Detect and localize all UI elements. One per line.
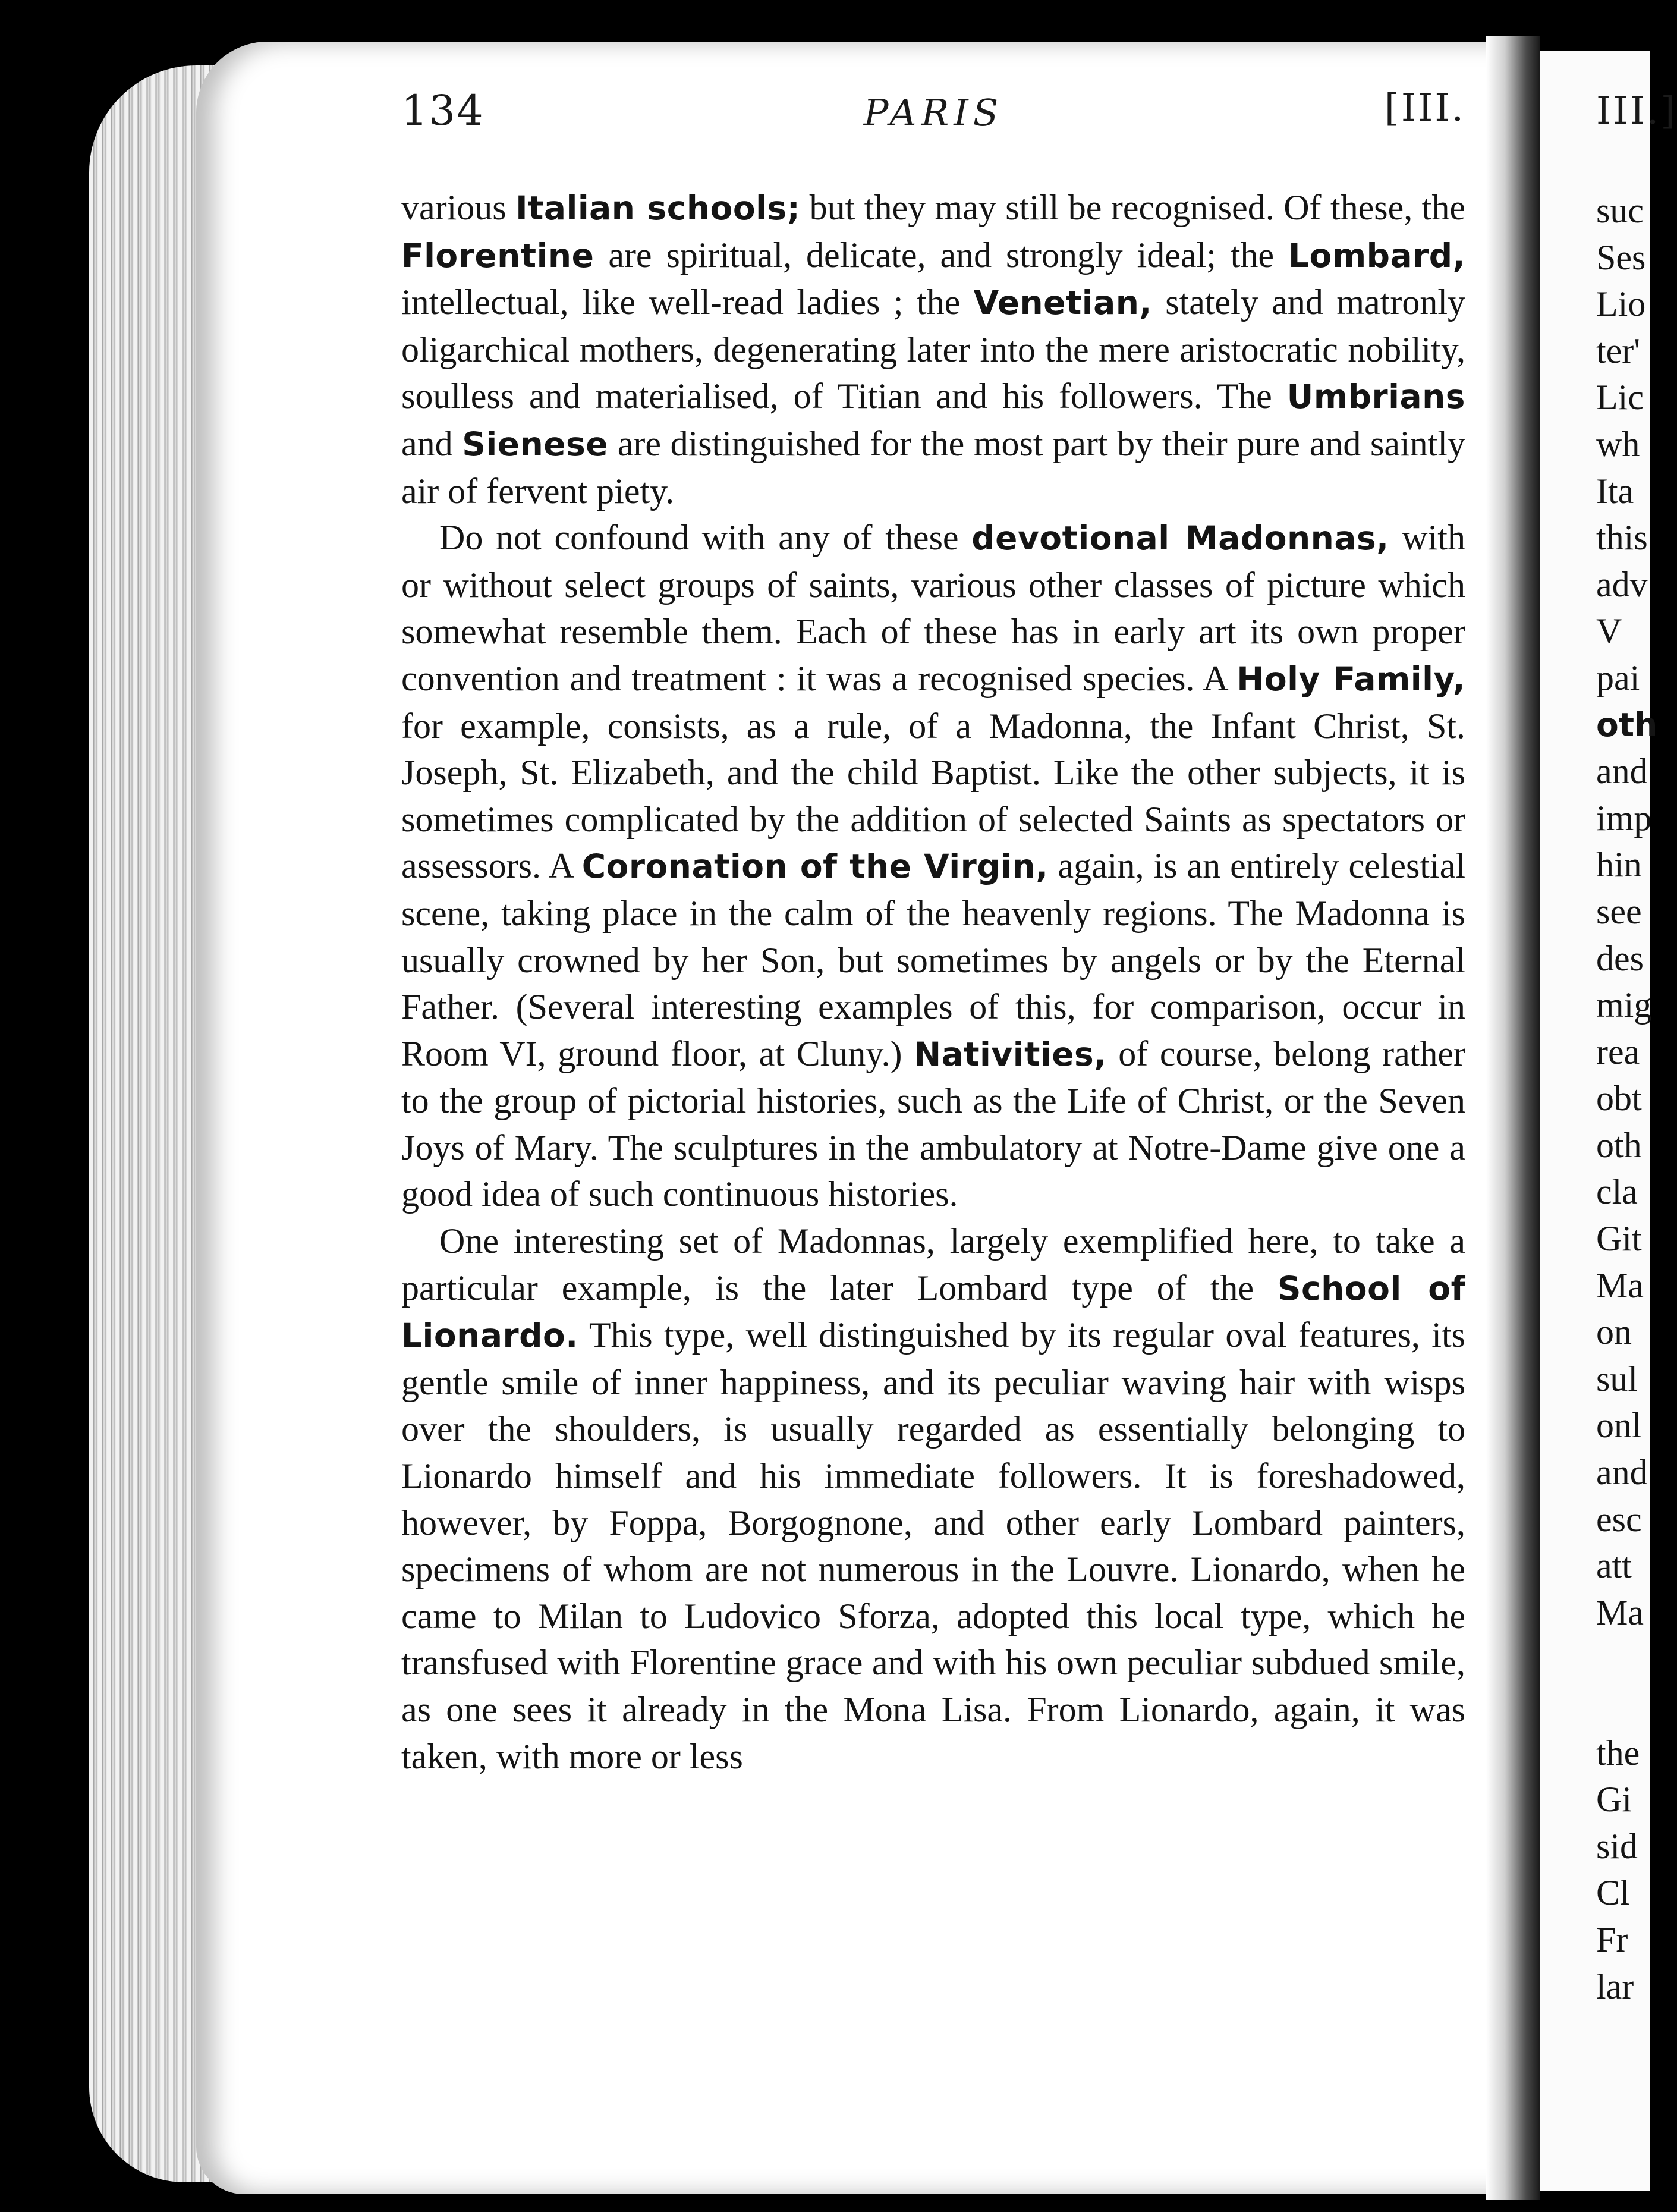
facing-page-line: pai (1596, 658, 1640, 697)
facing-page-line: mig (1596, 985, 1652, 1025)
bold-term: Coronation of the Virgin, (581, 847, 1049, 886)
facing-page-line (1596, 1636, 1657, 1683)
facing-page-line: Ma (1596, 1592, 1644, 1632)
paragraph (401, 184, 1465, 514)
facing-page-line: obt (1596, 1079, 1642, 1118)
body-text (401, 184, 1465, 1780)
facing-page-header: III.] (1596, 89, 1677, 133)
facing-page-line: Gi (1596, 1780, 1632, 1820)
facing-page-line: adv (1596, 564, 1648, 604)
facing-page-line: Cl (1596, 1873, 1630, 1913)
facing-page-line: ter' (1596, 331, 1641, 370)
paragraph (401, 514, 1465, 1218)
bold-term: devotional Madonnas, (971, 519, 1389, 558)
text-run: Do not confound with any of these (439, 518, 972, 558)
running-title: PARIS (863, 91, 1003, 134)
facing-page-line: sul (1596, 1359, 1638, 1399)
text-run: intellectual, like well-read ladies ; the (401, 282, 974, 322)
facing-page-fragment (1540, 51, 1677, 2191)
chapter-marker: [III. (1384, 86, 1465, 130)
facing-page-line: Ita (1596, 471, 1634, 511)
running-header (401, 86, 1465, 152)
text-run: stately and matronly oligarchical mothers, degenerating later into the mere aristocratic nobility, soulless and materialised, of Titian and his followers. The (401, 282, 1465, 416)
facing-page-line: see (1596, 891, 1642, 931)
facing-page-line: onl (1596, 1406, 1642, 1446)
facing-page-line: sid (1596, 1826, 1638, 1866)
facing-page-line: des (1596, 938, 1644, 978)
bold-term: Italian schools; (515, 189, 801, 227)
facing-page-line: the (1596, 1733, 1640, 1773)
facing-page-line: this (1596, 518, 1648, 558)
facing-page-line (1596, 1683, 1657, 1730)
text-run: are spiritual, delicate, and strongly ideal; the (594, 235, 1288, 275)
facing-page-line: Fr (1596, 1919, 1628, 1959)
facing-page-line: att (1596, 1546, 1632, 1586)
facing-page-line: Git (1596, 1219, 1642, 1259)
bold-term: Holy Family, (1236, 659, 1465, 698)
bold-term: Nativities, (914, 1035, 1107, 1073)
text-run: with or without select groups of saints, various other classes of picture which somewhat resemble them. Each of these has in early art its own proper convention and treatment : it was a recognised species. A (401, 518, 1465, 698)
facing-page-line: lar (1596, 1966, 1634, 2006)
text-run: for example, consists, as a rule, of a Madonna, the Infant Christ, St. Joseph, St. Elizabeth, and the child Baptist. Like the other subjects, it is sometimes complicated by the addition of selected Saints as spectators or assessors. A (401, 706, 1465, 886)
facing-page-line: hin (1596, 845, 1642, 885)
facing-page-lines (1596, 187, 1657, 2010)
text-run: of course, belong rather to the group of pictorial histories, such as the Life of Christ, or the Seven Joys of Mary. The sculptures in the ambulatory at Notre-Dame give one a good idea of such continuous histories. (401, 1033, 1466, 1214)
text-run: but they may still be recognised. Of these, the (800, 188, 1465, 227)
text-run: and (401, 423, 462, 463)
text-run: One interesting set of Madonnas, largely exemplified here, to take a particular example, is the later Lombard type of the (401, 1221, 1465, 1308)
bold-term: Lombard, (1288, 236, 1465, 275)
page-number: 134 (401, 86, 484, 135)
paragraph (401, 1218, 1465, 1780)
facing-page-line: Lic (1596, 378, 1644, 417)
text-run: This type, well distinguished by its regular oval features, its gentle smile of inner happiness, and its peculiar waving hair with wisps over the shoulders, is usually regarded as essentially belonging to Lionardo himself and his immediate followers. It is foreshadowed, however, by Foppa, Borgognone, and other early Lombard painters, specimens of whom are not numerous in the Louvre. Lionardo, when he came to Milan to Ludovico Sforza, adopted this local type, which he transfused with Florentine grace and with his own peculiar subdued smile, as one sees it already in the Mona Lisa. From Lionardo, again, it was taken, with more or less (401, 1315, 1465, 1776)
bold-term: Umbrians (1286, 378, 1465, 416)
text-run: are distinguished for the most part by their pure and saintly air of fervent piety. (401, 423, 1465, 511)
facing-page-line: wh (1596, 424, 1640, 464)
book-gutter (1486, 36, 1540, 2200)
facing-page-line: V (1596, 611, 1622, 651)
bold-term: School of Lionardo. (401, 1269, 1466, 1355)
facing-page-line: oth (1596, 1125, 1642, 1165)
facing-page-line: imp (1596, 798, 1652, 838)
facing-page-line: Ma (1596, 1265, 1644, 1305)
facing-page-line: on (1596, 1312, 1632, 1352)
facing-page-line: and (1596, 752, 1648, 791)
facing-page-line: oth (1596, 705, 1658, 744)
facing-page-line: and (1596, 1453, 1648, 1493)
facing-page-line: suc (1596, 191, 1644, 230)
facing-page-line: esc (1596, 1499, 1642, 1539)
bold-term: Florentine (401, 236, 594, 275)
facing-page-line: Ses (1596, 237, 1646, 277)
facing-page-line: cla (1596, 1172, 1638, 1212)
facing-page-line: rea (1596, 1032, 1640, 1072)
facing-page-line: Lio (1596, 284, 1646, 324)
bold-term: Venetian, (973, 284, 1152, 322)
text-run: various (401, 188, 516, 227)
bold-term: Sienese (462, 425, 609, 463)
text-run: again, is an entirely celestial scene, taking place in the calm of the heavenly regions. The Madonna is usually crowned by her Son, but sometimes by angels or by the Eternal Father. (Several interesting examples of this, for comparison, occur in Room VI, ground floor, at Cluny.) (401, 846, 1466, 1073)
